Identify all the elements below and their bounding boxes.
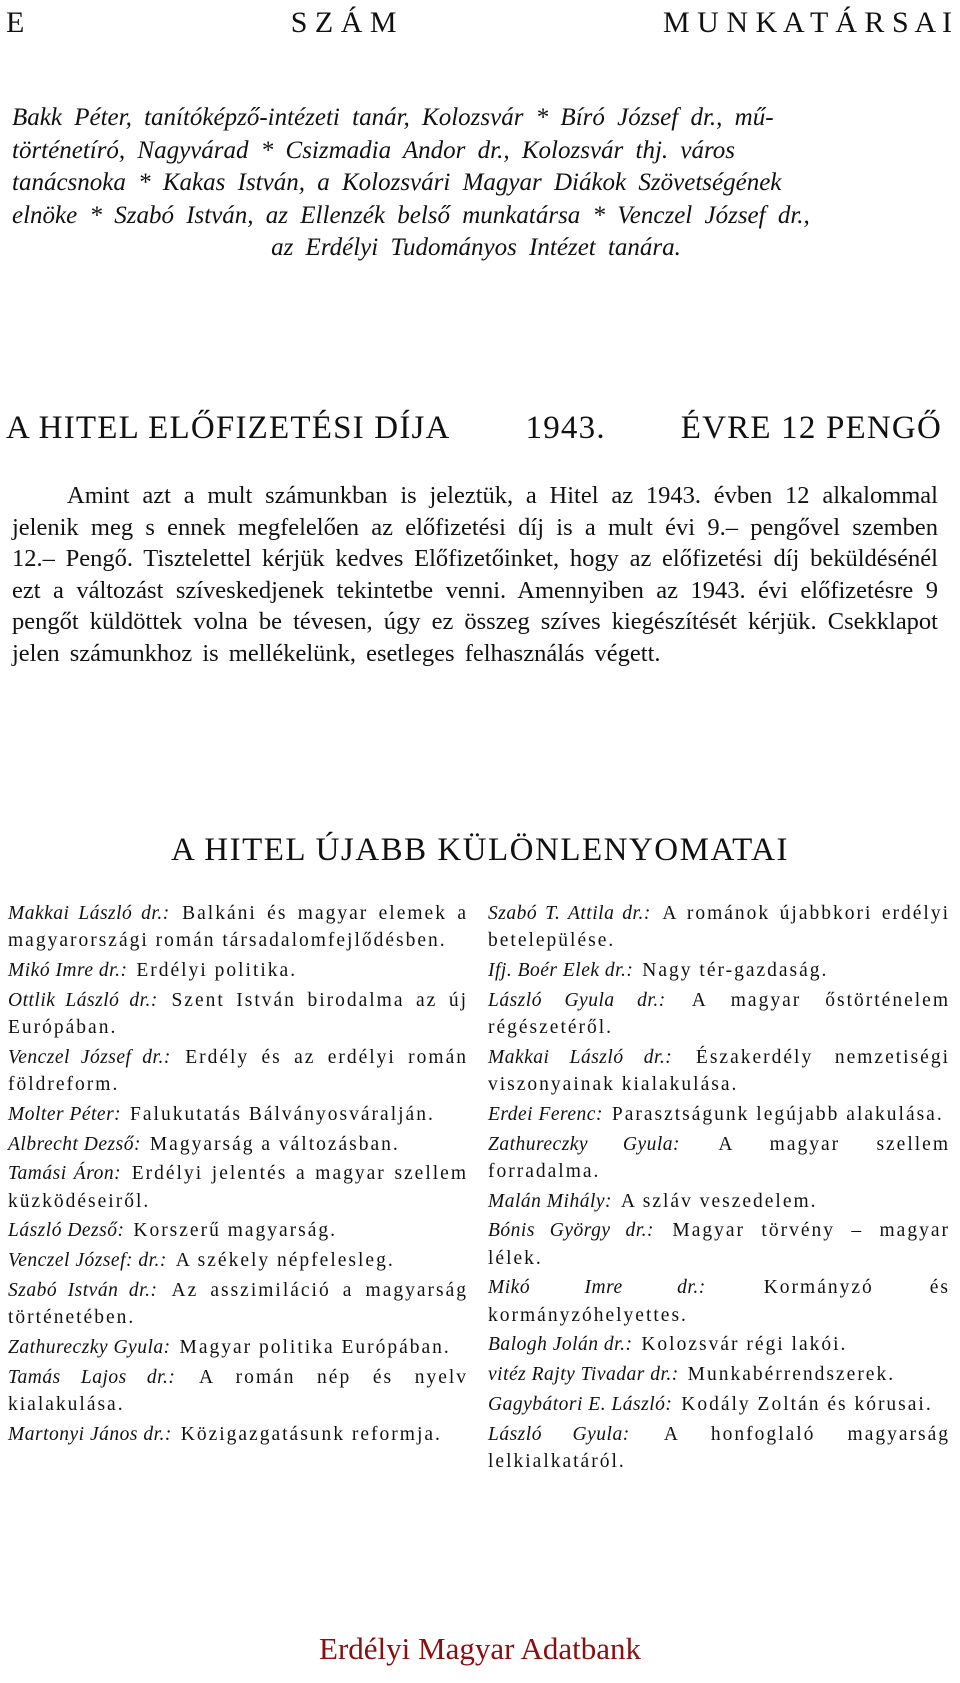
reprint-title: Szent István birodalma az új Európában.: [8, 989, 468, 1038]
reprint-entry: [8, 1217, 468, 1244]
contributors-line-last: az Erdélyi Tudományos Intézet tanára.: [271, 234, 681, 261]
reprint-entry: [488, 1131, 950, 1185]
reprint-author: Albrecht Dezső:: [8, 1133, 141, 1155]
page-header: [6, 0, 952, 46]
reprint-title: A román nép és nyelv kialakulása.: [8, 1366, 469, 1415]
reprint-author: Ottlik László dr.:: [8, 989, 158, 1011]
reprint-title: Korszerű magyarság.: [133, 1220, 338, 1242]
reprint-title: Északerdély nemzetiségi viszonyainak kialakulása.: [488, 1046, 950, 1095]
reprint-title: Közigazgatásunk reformja.: [180, 1423, 442, 1445]
reprint-entry: [8, 1247, 468, 1274]
reprint-entry: [488, 1274, 950, 1328]
reprint-entry: [488, 1217, 950, 1271]
reprint-author: Makkai László dr.:: [8, 903, 170, 924]
subscription-heading-right: ÉVRE 12 PENGŐ: [680, 410, 942, 446]
subscription-heading-left: A HITEL ELŐFIZETÉSI DÍJA: [6, 410, 451, 446]
reprint-entry: [488, 1331, 950, 1358]
reprint-title: Balkáni és magyar elemek a magyarországi román társadalomfejlődésben.: [8, 903, 468, 952]
reprints-heading: A HITEL ÚJABB KÜLÖNLENYOMATAI: [170, 832, 789, 868]
reprint-title: Magyar politika Európában.: [179, 1336, 451, 1358]
subscription-heading-year: 1943.: [525, 410, 606, 446]
reprint-entry: [488, 1361, 950, 1388]
reprint-author: Erdei Ferenc:: [488, 1103, 603, 1125]
reprint-title: Az asszimiláció a magyarság történetében.: [8, 1279, 469, 1329]
header-word-szam: S Z Á M: [290, 6, 397, 39]
reprint-entry: [488, 1044, 950, 1098]
contributors-line: Bakk Péter, tanítóképző-intézeti tanár, Kolozsvár * Bíró József dr., mű-: [12, 104, 774, 131]
reprint-entry: [8, 1277, 468, 1331]
reprint-entry: [8, 1160, 468, 1214]
contributors-line: elnöke * Szabó István, az Ellenzék belső munkatársa * Venczel József dr.,: [12, 201, 810, 229]
header-fragment: E: [6, 6, 25, 39]
reprint-author: Martonyi János dr.:: [8, 1423, 172, 1445]
subscription-notice: Amint azt a mult számunkban is jeleztük, a Hitel az 1943. évben 12 alkalommal jelenik meg s ennek megfelelően az előfizetési díj is a mult évi 9.– pengővel szemben 12.– Pengő. Tisztelettel kérjük kedves Előfizetőinket, hogy az előfizetési díj beküldésénél ezt a változást szíveskedjenek tekintetbe venni. Amennyiben az 1943. évi előfizetésre 9 pengőt küldöttek volna be tévesen, úgy ez összeg szíves kiegészítését kérjük. Csekklapot jelen számunkhoz is mellékelünk, esetleges felhasználás végett.: [12, 482, 938, 667]
reprint-title: A románok újabbkori erdélyi betelepülése.: [488, 903, 951, 952]
reprint-entry: [8, 1334, 468, 1361]
reprint-author: Malán Mihály:: [488, 1190, 613, 1212]
reprints-right-column: [488, 900, 950, 1478]
contributors-paragraph: [12, 102, 940, 265]
reprint-entry: [8, 900, 468, 954]
reprint-title: A szláv veszedelem.: [620, 1190, 818, 1212]
reprint-entry: [488, 957, 950, 984]
reprint-title: Munkabérrendszerek.: [687, 1364, 896, 1386]
reprint-entry: [8, 1364, 468, 1418]
reprint-author: László Gyula dr.:: [488, 989, 666, 1011]
reprint-title: A magyar őstörténelem régészetéről.: [488, 989, 950, 1038]
reprint-title: A magyar szellem forradalma.: [488, 1133, 950, 1182]
reprint-author: Makkai László dr.:: [488, 1046, 673, 1068]
reprint-entry: [488, 1421, 950, 1475]
reprint-title: A székely népfelesleg.: [175, 1250, 395, 1272]
reprint-author: Zathureczky Gyula:: [8, 1336, 171, 1358]
reprint-author: Balogh Jolán dr.:: [488, 1334, 633, 1356]
reprint-author: Zathureczky Gyula:: [488, 1133, 681, 1155]
reprint-entry: [488, 900, 950, 954]
reprint-entry: [8, 987, 468, 1041]
contributors-line: történetíró, Nagyvárad * Csizmadia Andor dr., Kolozsvár thj. város: [12, 136, 736, 164]
contributors-line: tanácsnoka * Kakas István, a Kolozsvári Magyar Diákok Szövetségének: [12, 169, 782, 196]
reprint-author: vitéz Rajty Tivadar dr.:: [488, 1364, 679, 1386]
reprint-title: Erdélyi politika.: [136, 960, 298, 981]
reprint-entry: [8, 1044, 468, 1098]
reprint-entry: [8, 1101, 468, 1128]
reprint-title: Parasztságunk legújabb alakulása.: [611, 1103, 944, 1125]
reprint-title: Falukutatás Bálványosváralján.: [130, 1103, 435, 1125]
reprint-entry: [488, 1101, 950, 1128]
reprint-title: Kolozsvár régi lakói.: [641, 1334, 848, 1356]
reprint-entry: [488, 1391, 950, 1418]
reprint-title: Kodály Zoltán és kórusai.: [681, 1393, 933, 1415]
reprint-author: Ifj. Boér Elek dr.:: [488, 960, 634, 981]
reprint-title: Kormányzó és kormányzóhelyettes.: [488, 1277, 950, 1326]
reprint-author: Tamás Lajos dr.:: [8, 1366, 176, 1388]
reprint-author: Tamási Áron:: [8, 1163, 122, 1185]
footer-watermark: Erdélyi Magyar Adatbank: [319, 1631, 641, 1666]
reprint-title: Nagy tér-gazdaság.: [642, 960, 829, 981]
reprint-entry: [8, 957, 468, 984]
reprint-author: Molter Péter:: [8, 1103, 122, 1125]
header-word-munkatarsai: M U N K A T Á R S A I: [663, 6, 952, 39]
reprint-author: Venczel József dr.:: [8, 1046, 171, 1068]
reprint-author: László Dezső:: [8, 1220, 125, 1242]
reprint-author: Mikó Imre dr.:: [488, 1277, 706, 1299]
reprint-author: Szabó István dr.:: [8, 1279, 158, 1301]
reprint-author: Venczel József: dr.:: [8, 1250, 167, 1272]
reprint-author: Bónis György dr.:: [488, 1220, 654, 1242]
reprint-entry: [8, 1131, 468, 1158]
reprint-title: A honfoglaló magyarság lelkialkatáról.: [488, 1423, 950, 1472]
reprint-title: Erdély és az erdélyi román földreform.: [8, 1046, 468, 1095]
subscription-heading: [6, 410, 942, 447]
reprint-entry: [8, 1421, 468, 1448]
reprint-entry: [488, 1188, 950, 1215]
reprint-title: Magyarság a változásban.: [149, 1133, 400, 1155]
reprint-author: Szabó T. Attila dr.:: [488, 903, 651, 924]
reprint-title: Erdélyi jelentés a magyar szellem küzködéseiről.: [8, 1163, 468, 1212]
reprints-left-column: [8, 900, 468, 1451]
reprint-entry: [488, 987, 950, 1041]
reprint-title: Magyar törvény – magyar lélek.: [488, 1220, 950, 1269]
reprint-author: Mikó Imre dr.:: [8, 960, 128, 981]
reprint-author: László Gyula:: [488, 1423, 630, 1445]
reprint-author: Gagybátori E. László:: [488, 1393, 673, 1415]
